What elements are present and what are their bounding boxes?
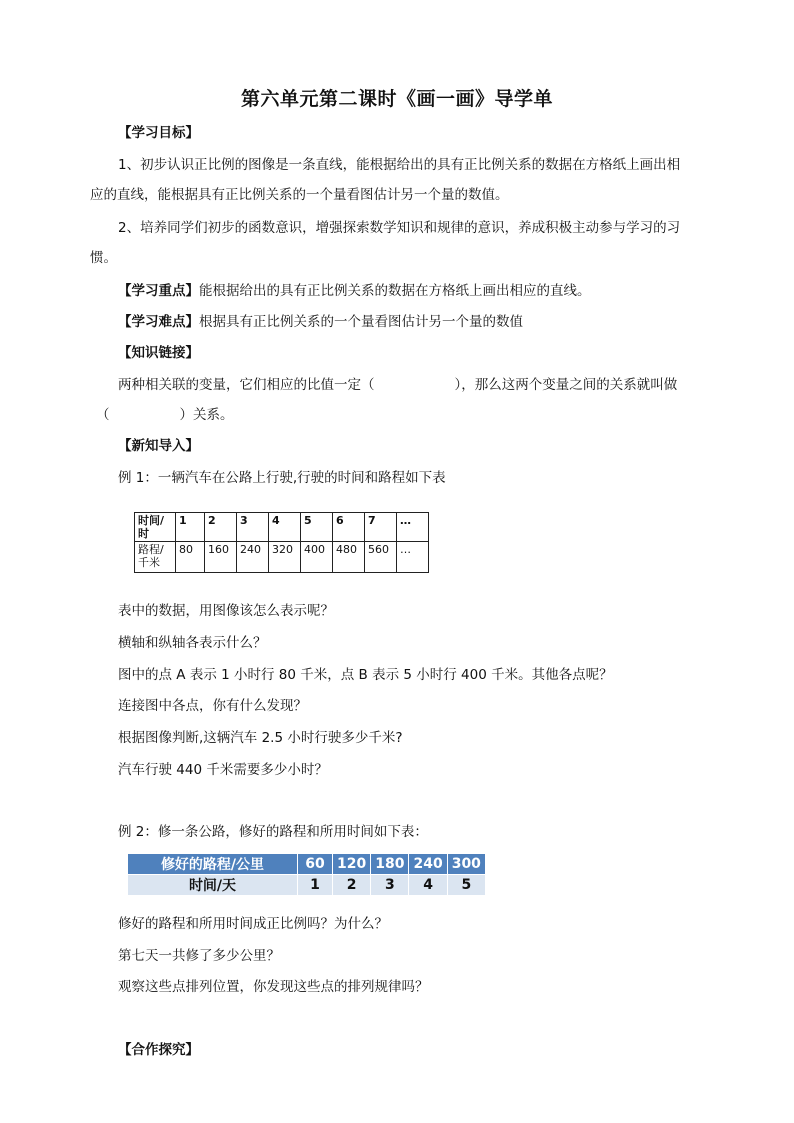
link-heading: 【知识链接】: [118, 345, 199, 361]
table-cell: 400: [301, 542, 333, 573]
table-cell: 120: [333, 854, 371, 875]
table-cell: 3: [371, 875, 409, 896]
example-1-table: [134, 512, 429, 573]
key-point-text: 能根据给出的具有正比例关系的数据在方格纸上画出相应的直线。: [199, 283, 591, 299]
example-2-question-1: 修好的路程和所用时间成正比例吗？为什么？: [118, 916, 388, 932]
example-2-question-2: 第七天一共修了多少公里？: [118, 948, 280, 964]
intro-heading: 【新知导入】: [118, 438, 199, 454]
table-cell: 300: [447, 854, 485, 875]
difficulty: [118, 312, 523, 332]
table-cell: 7: [365, 513, 397, 542]
table-cell: 320: [269, 542, 301, 573]
link-line-1: [118, 375, 677, 395]
goal-2-line-1: 2、培养同学们初步的函数意识，增强探索数学知识和规律的意识，养成积极主动参与学习的习: [118, 220, 681, 236]
table-cell: 240: [409, 854, 447, 875]
link-line-2-b: ）关系。: [179, 407, 234, 423]
table-cell: 1: [298, 875, 333, 896]
table-cell: 5: [447, 875, 485, 896]
table-cell: …: [397, 542, 429, 573]
table-cell: 480: [333, 542, 365, 573]
table-cell: 560: [365, 542, 397, 573]
table-cell: 240: [237, 542, 269, 573]
example-1-question-3: 图中的点 A 表示 1 小时行 80 千米，点 B 表示 5 小时行 400 千米。其他各点呢？: [118, 667, 613, 683]
example-1-question-1: 表中的数据，用图像该怎么表示呢？: [118, 603, 334, 619]
goals-heading: 【学习目标】: [118, 125, 199, 141]
table-row: [135, 513, 429, 542]
example-1-question-4: 连接图中各点，你有什么发现？: [118, 698, 307, 714]
link-line-1-b: ），那么这两个变量之间的关系就叫做: [454, 377, 678, 393]
example-2-text: 例 2：修一条公路，修好的路程和所用时间如下表：: [118, 824, 428, 840]
table-cell: 修好的路程/公里: [128, 854, 298, 875]
table-cell: 2: [205, 513, 237, 542]
table-row: [128, 875, 486, 896]
row-label-line: 时间/: [138, 514, 165, 527]
goal-2-line-2: 惯。: [90, 250, 117, 266]
key-point-heading: 【学习重点】: [118, 283, 199, 299]
difficulty-heading: 【学习难点】: [118, 314, 199, 330]
example-1-question-5: 根据图像判断,这辆汽车 2.5 小时行驶多少千米?: [118, 730, 403, 746]
table-cell: 180: [371, 854, 409, 875]
example-2-table: [127, 853, 486, 896]
page-title: 第六单元第二课时《画一画》导学单: [240, 88, 553, 110]
goal-1-line-1: 1、初步认识正比例的图像是一条直线，能根据给出的具有正比例关系的数据在方格纸上画出相: [118, 157, 681, 173]
example-1-text: 例 1：一辆汽车在公路上行驶,行驶的时间和路程如下表: [118, 470, 446, 486]
table-cell: [135, 513, 176, 542]
link-line-2: [96, 405, 234, 425]
table-cell: 80: [176, 542, 205, 573]
example-2-question-3: 观察这些点排列位置，你发现这些点的排列规律吗？: [118, 979, 429, 995]
table-cell: …: [397, 513, 429, 542]
row-label-line: 千米: [138, 556, 160, 569]
table-cell: 1: [176, 513, 205, 542]
table-cell: 时间/天: [128, 875, 298, 896]
table-cell: [135, 542, 176, 573]
table-row: [128, 854, 486, 875]
table-cell: 4: [269, 513, 301, 542]
table-cell: 4: [409, 875, 447, 896]
table-cell: 6: [333, 513, 365, 542]
table-cell: 2: [333, 875, 371, 896]
explore-heading: 【合作探究】: [118, 1042, 199, 1058]
difficulty-text: 根据具有正比例关系的一个量看图估计另一个量的数值: [199, 314, 523, 330]
goal-1-line-2: 应的直线，能根据具有正比例关系的一个量看图估计另一个量的数值。: [90, 187, 509, 203]
row-label-line: 时: [138, 527, 149, 540]
row-label-line: 路程/: [138, 543, 164, 556]
example-1-question-2: 横轴和纵轴各表示什么？: [118, 635, 267, 651]
link-line-1-a: 两种相关联的变量，它们相应的比值一定（: [118, 377, 375, 393]
key-point: [118, 281, 591, 301]
table-cell: 60: [298, 854, 333, 875]
table-row: [135, 542, 429, 573]
link-line-2-a: （: [96, 407, 110, 423]
example-1-question-6: 汽车行驶 440 千米需要多少小时？: [118, 762, 328, 778]
table-cell: 3: [237, 513, 269, 542]
table-cell: 160: [205, 542, 237, 573]
table-cell: 5: [301, 513, 333, 542]
